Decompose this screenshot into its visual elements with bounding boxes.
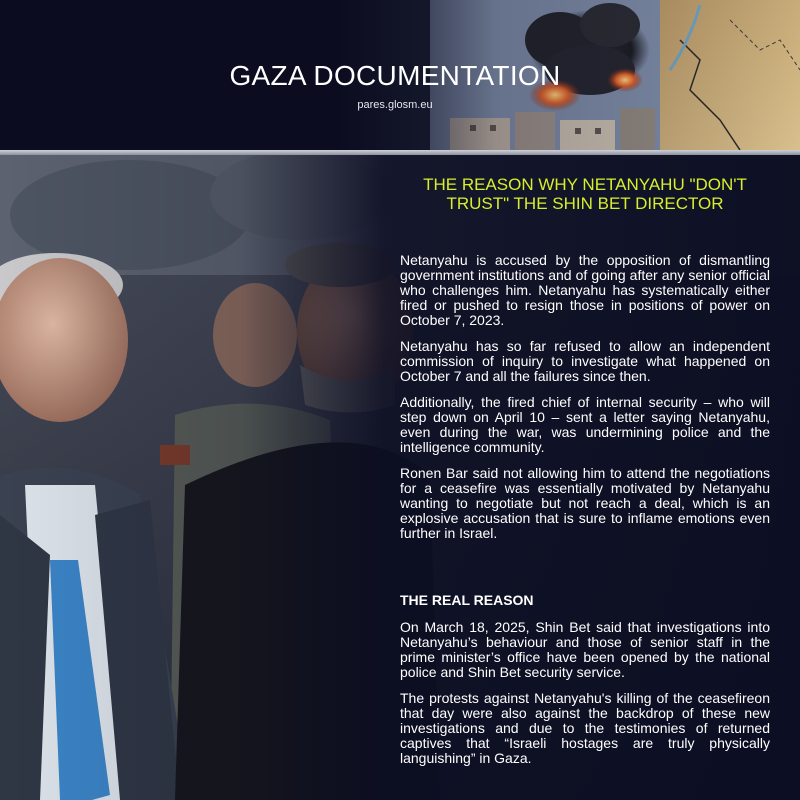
paragraph: Ronen Bar said not allowing him to attend the negotiations for a ceasefire was essentially motivated by Netanyahu wanting to negotiate but not reach a deal, which is an explosive accusation that is sure to inflame emotions even further in Israel. — [400, 465, 770, 541]
article-body — [400, 253, 770, 552]
paragraph: Netanyahu is accused by the opposition of dismantling government institutions and of going after any senior official who challenges him. Netanyahu has systematically either fired or pushed to resign those in positions of power on October 7, 2023. — [400, 252, 770, 328]
paragraph: On March 18, 2025, Shin Bet said that investigations into Netanyahu’s behaviour and those of senior staff in the prime minister’s office have been opened by the national police and Shin Bet security service. — [400, 619, 770, 680]
paragraph: Additionally, the fired chief of internal security – who will step down on April 10 – sent a letter saying Netanyahu, even during the war, was undermining police and the intelligence community. — [400, 394, 770, 455]
site-url: pares.glosm.eu — [357, 99, 433, 111]
site-title: GAZA DOCUMENTATION — [229, 60, 561, 91]
headline: THE REASON WHY NETANYAHU "DON'T TRUST" THE SHIN BET DIRECTOR — [423, 175, 747, 213]
paragraph: Netanyahu has so far refused to allow an independent commission of inquiry to investigate what happened on October 7 and all the failures since then. — [400, 338, 770, 384]
paragraph: The protests against Netanyahu's killing of the ceasefireon that day were also against the backdrop of these new investigations and due to the testimonies of returned captives that “Israeli hostages are truly physically languishing” in Gaza. — [400, 690, 770, 766]
section-heading: THE REAL REASON — [400, 592, 534, 608]
section-body — [400, 620, 770, 777]
header-banner — [0, 0, 800, 150]
